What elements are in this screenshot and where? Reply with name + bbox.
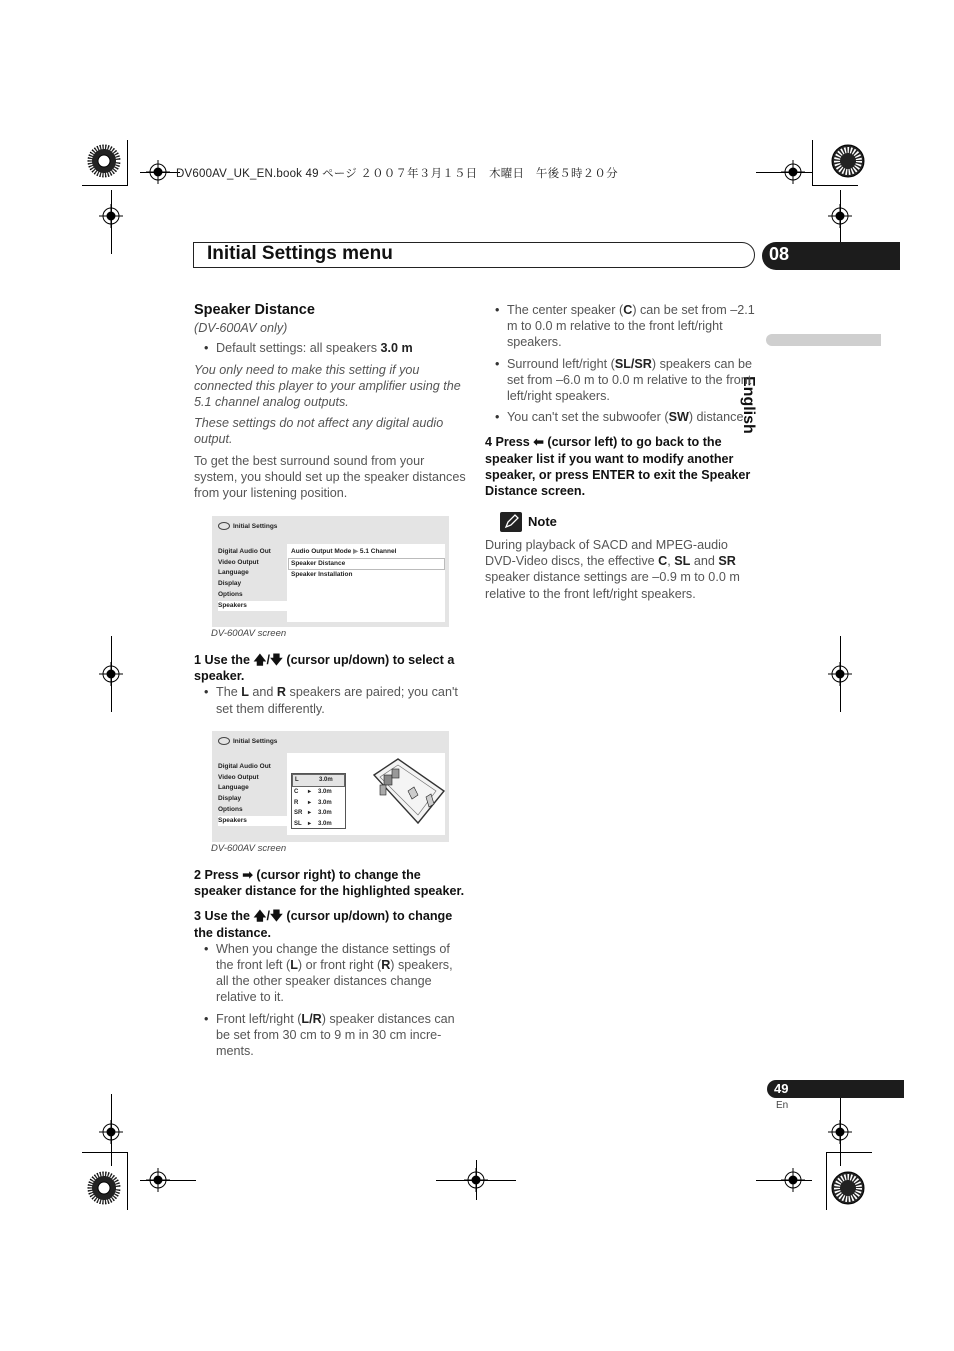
right-arrow-icon: ➡ (242, 868, 253, 882)
para-digital-note: These settings do not affect any digital audio output. (194, 416, 444, 447)
disc-icon (218, 737, 230, 745)
screen2-caption: DV-600AV screen (211, 843, 287, 854)
language-tab (766, 334, 881, 346)
screen1-options: Audio Output Mode ▶ 5.1 Channel Speaker Distance Speaker Installation (291, 547, 445, 581)
section-subheading: (DV-600AV only) (194, 321, 288, 336)
step1: 1 Use the 🡅/🡇 (cursor up/down) to select a speaker. • The L and R speakers are paired; you can't set them differently. (194, 652, 466, 717)
page-title: Initial Settings menu (207, 243, 393, 264)
screen2-title: Initial Settings (233, 738, 278, 745)
note-icon (500, 512, 522, 532)
screen1-caption: DV-600AV screen (211, 628, 287, 639)
screen-initial-settings-1 (212, 516, 449, 627)
page-language: En (776, 1100, 789, 1111)
screen1-title: Initial Settings (233, 523, 278, 530)
disc-icon (218, 522, 230, 530)
note-body: During playback of SACD and MPEG-audio DVD-Video discs, the effective C, SL and SR speaker distance settings are –0.9 m to 0.0 m relative to the front left/right speakers. (485, 538, 740, 601)
speaker-list: L 3.0m C ▸ 3.0m R ▸ 3.0m SR ▸ 3.0m SL ▸ 3.0m (291, 773, 346, 829)
section-heading: Speaker Distance (194, 302, 315, 318)
left-arrow-icon: ⬅ (533, 435, 544, 450)
para-analog-outputs: You only need to make this setting if you connected this player to your amplifier using the 5.1 channel analog outputs. (194, 362, 461, 410)
language-label: English (740, 376, 757, 434)
screen2-menu: Digital Audio Out Video Output Language Display Options Speakers (218, 762, 287, 826)
right-column: • The center speaker (C) can be set from –2.1 m to 0.0 m relative to the front left/right speakers. • Surround left/right (SL/SR) speakers can be set from –6.0 m to 0.0 m relative to the front left/right speakers. • You can't set the subwoofer (SW) distance. 4 Press ⬅ (cursor left) to go back to the speaker list if you want to modify another speaker, or press ENTER to exit the Speaker Distance screen. (485, 302, 759, 499)
left-column (194, 302, 466, 501)
room-diagram-icon (370, 755, 446, 827)
screen1-menu: Digital Audio Out Video Output Language Display Options Speakers (218, 547, 287, 611)
note-title: Note (528, 514, 557, 529)
up-down-arrow-icon: 🡅/🡇 (253, 909, 283, 924)
para-surround: To get the best surround sound from your system, you should set up the speaker distances from your listening position. (194, 453, 466, 501)
up-down-arrow-icon: 🡅/🡇 (253, 653, 283, 667)
page-number: 49 (774, 1081, 789, 1096)
file-info: DV600AV_UK_EN.book 49 ページ ２００７年３月１５日 木曜日 午後５時２０分 (176, 168, 618, 180)
screen-initial-settings-2 (212, 731, 449, 842)
steps-2-3: 2 Press ➡ (cursor right) to change the speaker distance for the highlighted speaker. 3 Use the 🡅/🡇 (cursor up/down) to change the distance. • When you change the distance settings of the front left (L) or front right (R) speakers, all the other speaker distances change relative to it. • Front left/right (L/R) speaker distances can be set from 30 cm to 9 m in 30 cm incre-ments. (194, 867, 466, 1059)
chapter-number: 08 (769, 244, 790, 264)
default-settings: • Default settings: all speakers 3.0 m (194, 340, 466, 356)
